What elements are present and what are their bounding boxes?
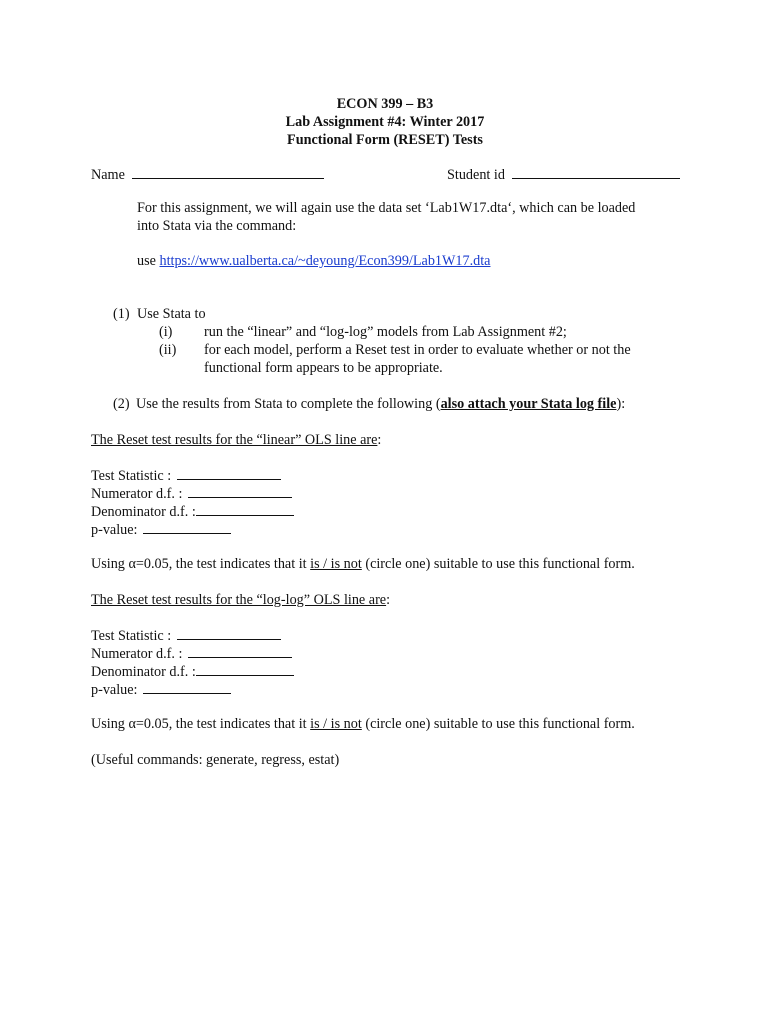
q1-item-ii-text: for each model, perform a Reset test in order to evaluate whether or not the — [204, 342, 631, 358]
q2-text-after: ): — [616, 396, 626, 412]
q2-text — [136, 395, 625, 413]
linear-test-statistic-blank[interactable] — [177, 466, 281, 480]
linear-test-statistic: Test Statistic : — [91, 466, 281, 485]
student-id-field — [447, 165, 680, 184]
loglog-heading-text: The Reset test results for the “log-log” OLS line are — [91, 592, 387, 608]
loglog-conclusion: Using α=0.05, the test indicates that it is / is not (circle one) suitable to use this functional form. — [91, 716, 635, 732]
loglog-denominator: Denominator d.f. : — [91, 662, 294, 681]
student-id-label: Student id — [447, 167, 505, 183]
document-header — [0, 95, 770, 149]
loglog-numerator: Numerator d.f. : — [91, 644, 292, 663]
q1-item-i-number: (i) — [159, 324, 173, 340]
loglog-test-statistic-blank[interactable] — [177, 626, 281, 640]
student-id-blank[interactable] — [512, 165, 680, 179]
q2-text-before: Use the results from Stata to complete the following ( — [136, 396, 441, 412]
intro-line-2: into Stata via the command: — [137, 218, 297, 234]
use-prefix: use — [137, 253, 160, 269]
name-blank[interactable] — [132, 165, 324, 179]
loglog-heading: The Reset test results for the “log-log” OLS line are: — [91, 592, 391, 608]
q1-text: Use Stata to — [137, 306, 206, 322]
useful-commands: (Useful commands: generate, regress, estat) — [91, 752, 340, 768]
course-title: ECON 399 – B3 — [336, 96, 434, 112]
dataset-link[interactable]: https://www.ualberta.ca/~deyoung/Econ399/Lab1W17.dta — [159, 253, 491, 269]
q2-bold-instruction: also attach your Stata log file — [440, 396, 617, 412]
q1-item-i-text: run the “linear” and “log-log” models from Lab Assignment #2; — [204, 324, 567, 340]
use-command — [137, 252, 490, 270]
q1-number: (1) — [113, 306, 130, 322]
name-field — [91, 165, 324, 184]
loglog-numerator-blank[interactable] — [188, 644, 292, 658]
q1-item-ii-number: (ii) — [159, 342, 177, 358]
q1-item-ii-continued: functional form appears to be appropriate. — [204, 360, 443, 376]
linear-denominator-blank[interactable] — [196, 502, 294, 516]
linear-denominator: Denominator d.f. : — [91, 502, 294, 521]
linear-pvalue: p-value: — [91, 520, 231, 539]
q2-number: (2) — [113, 396, 130, 412]
linear-heading: The Reset test results for the “linear” OLS line are: — [91, 432, 382, 448]
assignment-title: Lab Assignment #4: Winter 2017 — [285, 114, 485, 130]
topic-title: Functional Form (RESET) Tests — [287, 132, 483, 148]
linear-heading-text: The Reset test results for the “linear” OLS line are — [91, 432, 378, 448]
name-label: Name — [91, 167, 125, 183]
loglog-pvalue: p-value: — [91, 680, 231, 699]
intro-line-1: For this assignment, we will again use the data set ‘Lab1W17.dta‘, which can be loaded — [137, 200, 636, 216]
loglog-test-statistic: Test Statistic : — [91, 626, 281, 645]
loglog-pvalue-blank[interactable] — [143, 680, 231, 694]
linear-pvalue-blank[interactable] — [143, 520, 231, 534]
linear-circle-choice[interactable]: is / is not — [310, 556, 362, 572]
linear-numerator: Numerator d.f. : — [91, 484, 292, 503]
loglog-circle-choice[interactable]: is / is not — [310, 716, 362, 732]
linear-conclusion: Using α=0.05, the test indicates that it is / is not (circle one) suitable to use this functional form. — [91, 556, 635, 572]
loglog-denominator-blank[interactable] — [196, 662, 294, 676]
linear-numerator-blank[interactable] — [188, 484, 292, 498]
